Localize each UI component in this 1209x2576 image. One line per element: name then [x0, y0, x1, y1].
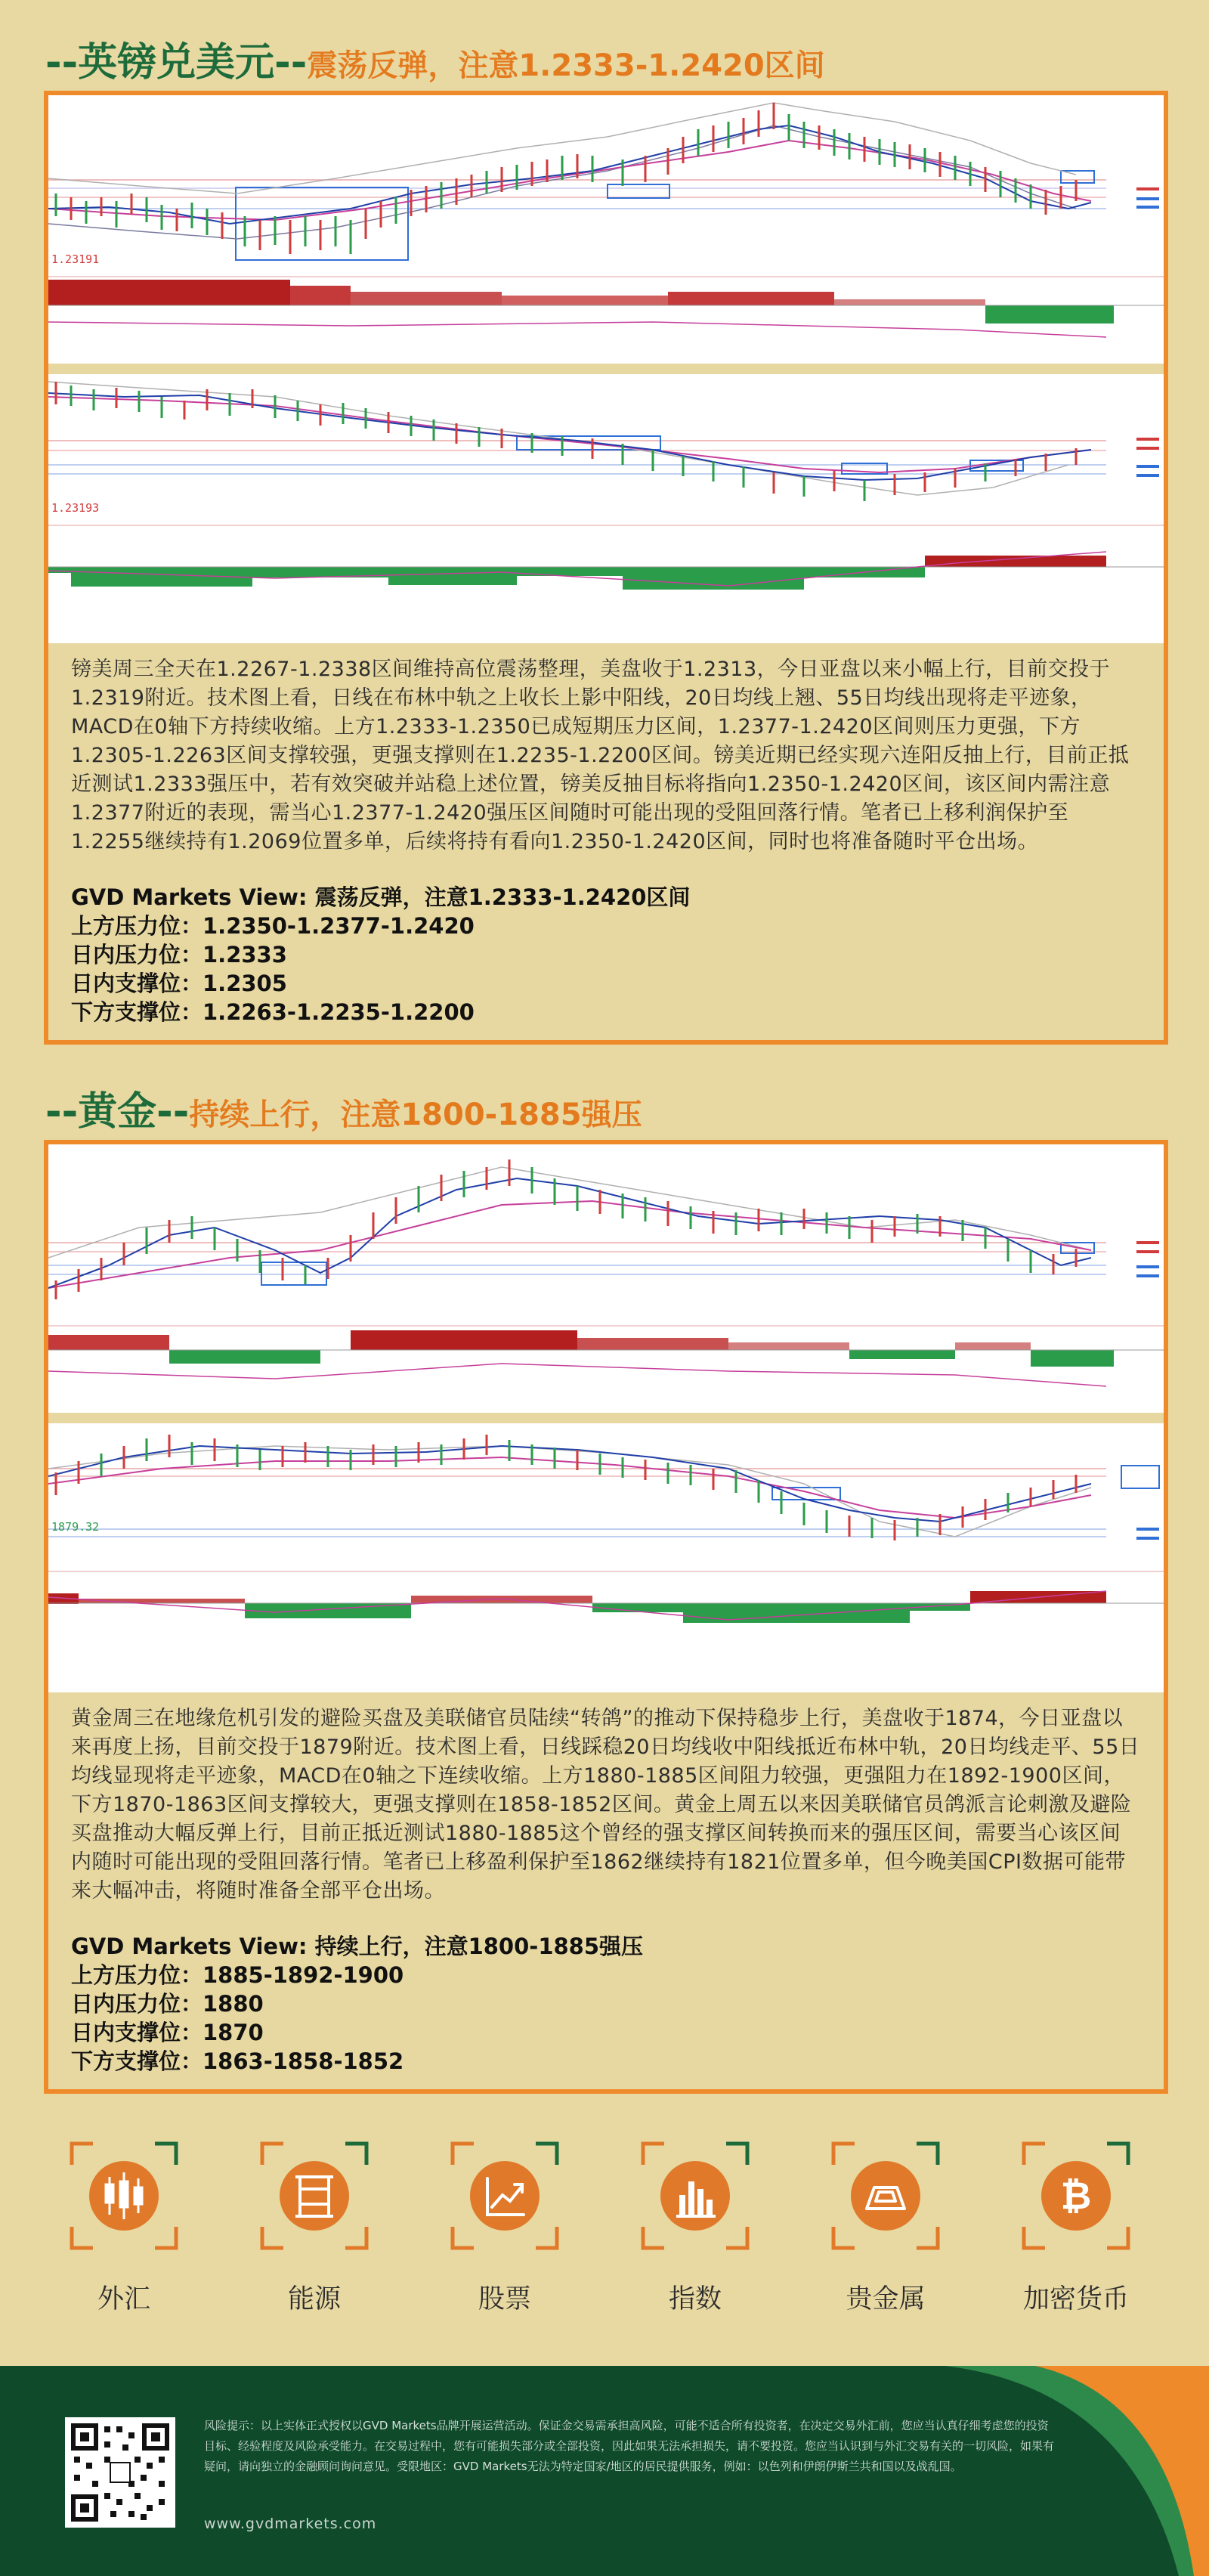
- bitcoin-icon: [1019, 2139, 1133, 2252]
- gbpusd-chart-intraday: [48, 374, 1164, 643]
- gold-panel: [44, 1140, 1168, 2094]
- gold-intraday-support: 日内支撑位：1870: [71, 2020, 264, 2045]
- category-stocks[interactable]: [444, 2139, 565, 2316]
- category-label-crypto: 加密货币: [1022, 2284, 1129, 2314]
- gbpusd-intraday-resistance: 日内压力位：1.2333: [71, 942, 287, 968]
- gold-intraday-resistance: 日内压力位：1880: [71, 1991, 264, 2017]
- footer: [0, 2366, 1209, 2576]
- gbpusd-chart-daily: [48, 95, 1164, 364]
- category-label-forex: 外汇: [97, 2284, 150, 2314]
- gbpusd-panel: [44, 91, 1168, 1045]
- gbpusd-chart2-price-label: 1.23193: [51, 501, 100, 515]
- category-precious-metals[interactable]: [825, 2139, 946, 2316]
- gold-section-title: [45, 1079, 642, 1140]
- gbpusd-macd-1: [48, 280, 1114, 324]
- svg-text:₿: ₿: [1060, 2174, 1092, 2218]
- gbpusd-title-sub: 震荡反弹，注意1.2333-1.2420区间: [307, 48, 825, 83]
- forex-candlestick-icon: [67, 2139, 181, 2252]
- gold-macd-1: [48, 1330, 1114, 1367]
- gbpusd-section-title: [45, 30, 825, 91]
- gbpusd-view: GVD Markets View: 震荡反弹，注意1.2333-1.2420区间: [71, 884, 691, 910]
- category-crypto[interactable]: [1016, 2139, 1136, 2316]
- stocks-trend-icon: [448, 2139, 561, 2252]
- gbpusd-upper-resistance: 上方压力位：1.2350-1.2377-1.2420: [71, 913, 475, 939]
- gold-bar-icon: [829, 2139, 942, 2252]
- gbpusd-lower-support: 下方支撑位：1.2263-1.2235-1.2200: [71, 999, 475, 1025]
- gold-chart-daily: [48, 1144, 1164, 1413]
- category-forex[interactable]: [63, 2139, 184, 2316]
- gold-upper-resistance: 上方压力位：1885-1892-1900: [71, 1962, 404, 1988]
- gbpusd-macd-2: [48, 556, 1106, 590]
- gold-view: GVD Markets View: 持续上行，注意1800-1885强压: [71, 1934, 644, 1959]
- category-energy[interactable]: [254, 2139, 375, 2316]
- category-index[interactable]: [635, 2139, 756, 2316]
- gold-chart-daily-svg: [48, 1144, 1164, 1413]
- gbpusd-candles-1: [56, 103, 1076, 254]
- gold-candles-1: [56, 1160, 1076, 1299]
- gold-chart2-price-label: 1879.32: [51, 1520, 100, 1534]
- gbpusd-chart-intraday-svg: [48, 374, 1164, 643]
- index-bars-icon: [639, 2139, 752, 2252]
- category-icons: [0, 2139, 1209, 2336]
- gold-analysis-text: 黄金周三在地缘危机引发的避险买盘及美联储官员陆续“转鸽”的推动下保持稳步上行，美盘收于1874，今日亚盘以来再度上扬，目前交投于1879附近。技术图上看，日线踩稳20日均线收中阳线抵近布林中轨，20日均线走平、55日均线显现将走平迹象，MACD在0轴之下连续收缩。上方1880-1885区间阻力较强，更强阻力在1892-1900区间，下方1870-1863区间支撑较大，更强支撑则在1858-1852区间。黄金上周五以来因美联储官员鸽派言论刺激及避险买盘推动大幅反弹上行，目前正抵近测试1880-1885这个曾经的强支撑区间转换而来的强压区间，需要当心该区间内随时可能出现的受阻回落行情。笔者已上移盈利保护至1862继续持有1821位置多单，但今晚美国CPI数据可能带来大幅冲击，将随时准备全部平仓出场。: [71, 1707, 1140, 1903]
- qr-code[interactable]: [65, 2417, 175, 2528]
- gbpusd-analysis-text: 镑美周三全天在1.2267-1.2338区间维持高位震荡整理，美盘收于1.2313，今日亚盘以来小幅上行，目前交投于1.2319附近。技术图上看，日线在布林中轨之上收长上影中阳线，20日均线上翘、55日均线出现将走平迹象，MACD在0轴下方持续收缩。上方1.2333-1.2350已成短期压力区间，1.2377-1.2420区间则压力更强，下方1.2305-1.2263区间支撑较强，更强支撑则在1.2235-1.2200区间。镑美近期已经实现六连阳反抽上行，目前正抵近测试1.2333强压中，若有效突破并站稳上述位置，镑美反抽目标将指向1.2350-1.2420区间，该区间内需注意1.2377附近的表现，需当心1.2377-1.2420强压区间随时可能出现的受阻回落行情。笔者已上移利润保护至1.2255继续持有1.2069位置多单，后续将持有看向1.2350-1.2420区间，同时也将准备随时平仓出场。: [71, 658, 1130, 853]
- gbpusd-chart-daily-svg: [48, 95, 1164, 364]
- energy-barrel-icon: [258, 2139, 371, 2252]
- gold-chart-intraday-svg: [48, 1423, 1164, 1692]
- gold-title-sub: 持续上行，注意1800-1885强压: [189, 1098, 642, 1132]
- category-label-index: 指数: [668, 2284, 722, 2314]
- category-label-precious-metals: 贵金属: [846, 2284, 926, 2314]
- gold-macd-2: [48, 1591, 1106, 1623]
- website-link[interactable]: www.gvdmarkets.com: [204, 2516, 377, 2532]
- category-label-stocks: 股票: [478, 2284, 531, 2314]
- gbpusd-chart1-price-label: 1.23191: [51, 252, 100, 266]
- gold-lower-support: 下方支撑位：1863-1858-1852: [71, 2048, 404, 2074]
- gold-levels: [71, 1932, 1141, 2076]
- gold-chart-intraday: [48, 1423, 1164, 1692]
- risk-disclaimer: 风险提示：以上实体正式授权以GVD Markets品牌开展运营活动。保证金交易需承担高风险，可能不适合所有投资者，在决定交易外汇前，您应当认真仔细考虑您的投资目标、经验程度及风险承受能力。在交易过程中，您有可能损失部分或全部投资，因此如果无法承担损失，请不要投资。您应当认识到与外汇交易有关的一切风险，如果有疑问，请向独立的金融顾问询问意见。受限地区：GVD Markets无法为特定国家/地区的居民提供服务，例如：以色列和伊朗伊斯兰共和国以及战乱国。: [204, 2419, 1055, 2473]
- gbpusd-intraday-support: 日内支撑位：1.2305: [71, 971, 287, 996]
- gold-title-main: --黄金--: [45, 1089, 190, 1135]
- category-label-energy: 能源: [287, 2284, 341, 2314]
- gbpusd-title-main: --英镑兑美元--: [45, 40, 308, 85]
- gbpusd-levels: [71, 883, 1141, 1026]
